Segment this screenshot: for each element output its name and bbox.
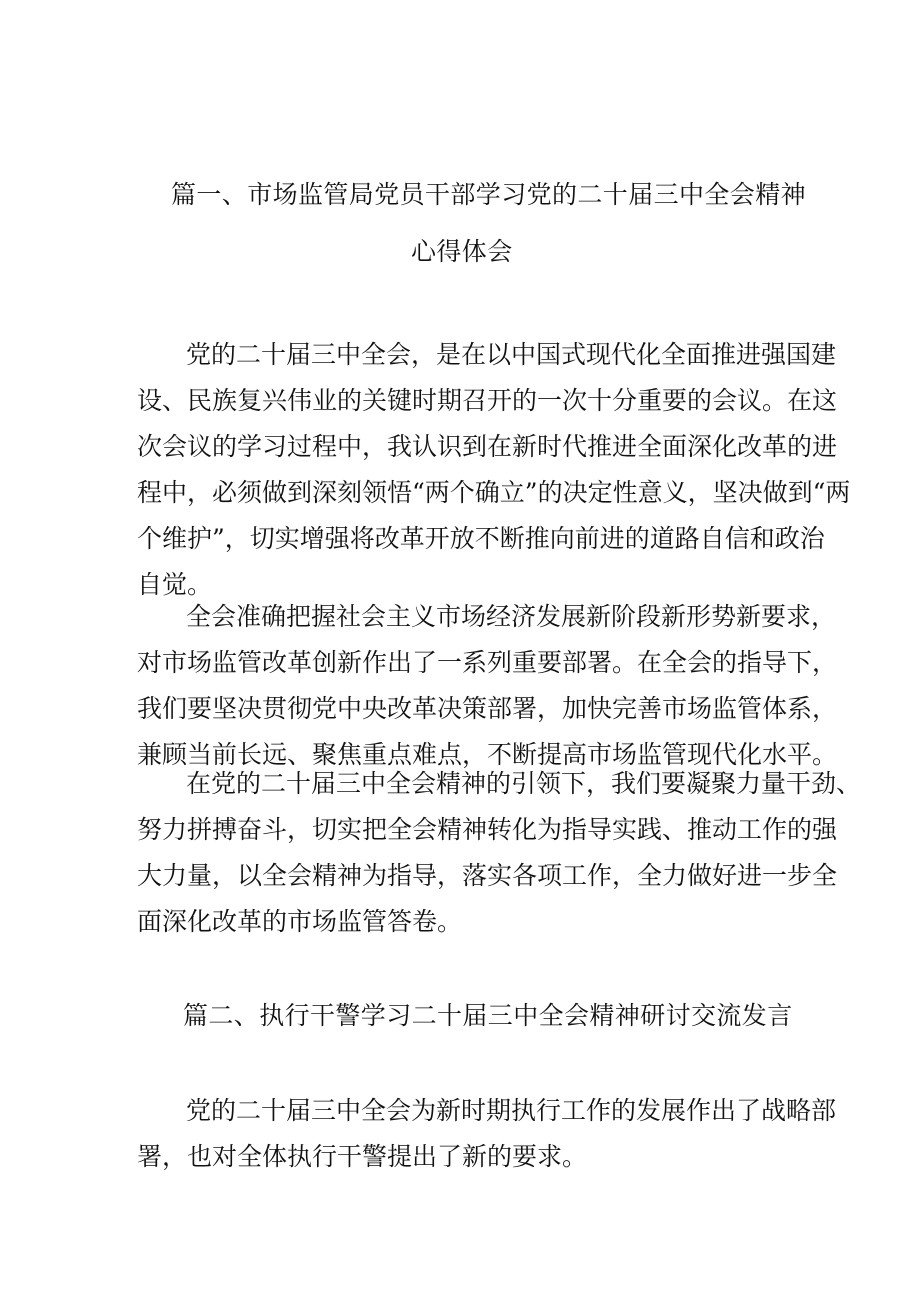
paragraph-line: 署，也对全体执行干警提出了新的要求。 (137, 1142, 588, 1171)
paragraph-line: 努力拼搏奋斗，切实把全会精神转化为指导实践、推动工作的强 (137, 815, 838, 844)
paragraph-line: 在党的二十届三中全会精神的引领下，我们要凝聚力量干劲、 (186, 769, 862, 798)
paragraph-line: 个维护”，切实增强将改革开放不断推向前进的道路自信和政治 (137, 524, 825, 553)
paragraph-line: 面深化改革的市场监管答卷。 (137, 907, 463, 936)
paragraph-line: 我们要坚决贯彻党中央改革决策部署，加快完善市场监管体系， (137, 694, 838, 723)
section1-title-line1: 篇一、市场监管局党员干部学习党的二十届三中全会精神 (171, 180, 807, 209)
paragraph-line: 党的二十届三中全会，是在以中国式现代化全面推进强国建 (186, 340, 837, 369)
paragraph-line: 设、民族复兴伟业的关键时期召开的一次十分重要的会议。在这 (137, 386, 838, 415)
paragraph-line: 全会准确把握社会主义市场经济发展新阶段新形势新要求， (186, 602, 837, 631)
paragraph-line: 对市场监管改革创新作出了一系列重要部署。在全会的指导下， (137, 648, 838, 677)
section2-title: 篇二、执行干警学习二十届三中全会精神研讨交流发言 (183, 1001, 793, 1030)
section1-title-line2: 心得体会 (411, 237, 513, 266)
paragraph-line: 大力量，以全会精神为指导，落实各项工作，全力做好进一步全 (137, 861, 838, 890)
paragraph-line: 次会议的学习过程中，我认识到在新时代推进全面深化改革的进 (137, 432, 838, 461)
paragraph-line: 党的二十届三中全会为新时期执行工作的发展作出了战略部 (186, 1096, 837, 1125)
paragraph-line: 程中，必须做到深刻领悟“两个确立”的决定性意义，坚决做到“两 (137, 478, 851, 507)
paragraph-line: 自觉。 (137, 570, 213, 599)
paragraph-line: 兼顾当前长远、聚焦重点难点，不断提高市场监管现代化水平。 (137, 740, 838, 769)
